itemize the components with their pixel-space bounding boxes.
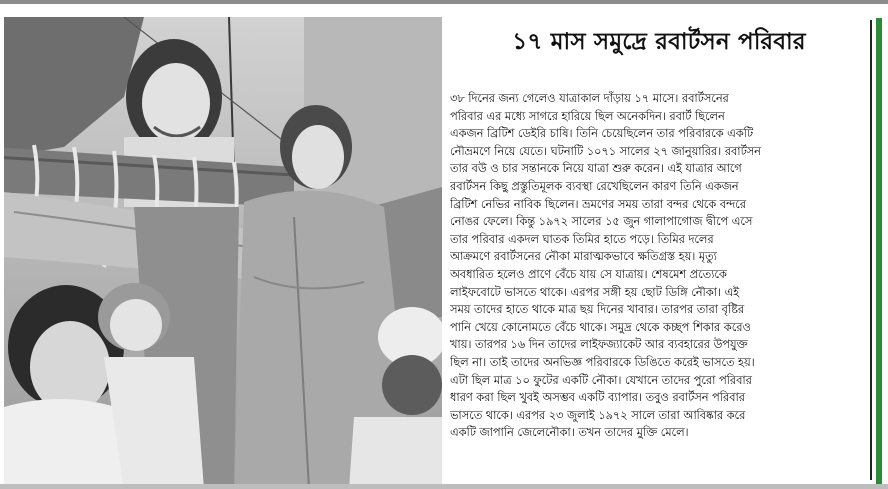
body-line: আক্রমণে রবার্টসনের নৌকা মারাত্মকভাবে ক্ষতিগ্রস্ত হয়। মৃত্যু (450, 250, 717, 264)
body-line: ভাসতে থাকে। এরপর ২৩ জুলাই ১৯৭২ সালে তারা আবিষ্কার করে (450, 408, 746, 422)
body-line: পানি খেয়ে কোনোমতে বেঁচে থাকে। সমুদ্র থেকে কচ্ছপ শিকার করেও (450, 320, 751, 334)
top-rule (0, 0, 888, 4)
body-line: একজন ব্রিটিশ ডেইরি চাষি। তিনি চেয়েছিলেন তার পরিবারকে একটি (450, 127, 754, 141)
body-line: অবধারিত হলেও প্রাণে বেঁচে যায় সে যাত্রায়। শেষমেশ প্রত্যেকে (450, 267, 727, 281)
body-line: তার বউ ও চার সন্তানকে নিয়ে যাত্রা শুরু করেন। এই যাত্রার আগে (450, 162, 742, 176)
body-line: একটি জাপানি জেলেনৌকা। তখন তাদের মুক্তি মেলে। (450, 426, 689, 440)
right-border-line (870, 20, 872, 480)
body-line: পরিবার এর মধ্যে সাগরে হারিয়ে ছিল অনেকদিন। রবার্ট ছিলেন (450, 109, 725, 123)
family-photo (4, 17, 442, 489)
body-line: নোঙর ফেলে। কিন্তু ১৯৭২ সালের ১৫ জুন গালাপাগোজ দ্বীপে এসে (450, 215, 753, 229)
headline: ১৭ মাস সমুদ্রে রবার্টসন পরিবার (512, 29, 806, 55)
body-line: সময় তাদের হাতে থাকে মাত্র ছয় দিনের খাবার। তারপর তারা বৃষ্টির (450, 303, 745, 317)
right-accent-bar (876, 18, 882, 484)
body-line: ৩৮ দিনের জন্য গেলেও যাত্রাকাল দাঁড়ায় ১৭ মাসে। রবার্টসনের (450, 92, 729, 105)
body-line: ধারণ করা ছিল খুবই অসম্ভব একটি ব্যাপার। তবুও রবার্টসন পরিবার (450, 391, 745, 405)
body-line: রবার্টসন কিছু প্রস্তুতিমূলক ব্যবস্থা রেখেছিলেন কারণ তিনি একজন (450, 179, 739, 193)
body-line: এটা ছিল মাত্র ১০ ফুটের একটি নৌকা। যেখানে তাদের পুরো পরিবার (450, 373, 752, 387)
body-line: ব্রিটিশ নেভির নাবিক ছিলেন। ভ্রমণের সময় তারা বন্দর থেকে বন্দরে (450, 197, 746, 211)
body-line: ছিল না। তাই তাদের অনভিজ্ঞ পরিবারকে ডিঙিতে করেই ভাসতে হয়। (450, 355, 755, 369)
body-line: তার পরিবার একদল ঘাতক তিমির হাতে পড়ে। তিমির দলের (450, 232, 714, 246)
body-line: লাইফবোটে ভাসতে থাকে। এরপর সঙ্গী হয় ছোট ডিঙ্গি নৌকা। এই (450, 285, 740, 299)
bottom-rule (0, 484, 888, 489)
family-photo-illustration (4, 17, 442, 489)
article (450, 22, 868, 482)
article-body (450, 90, 868, 442)
body-line: খায়। তারপর ১৬ দিন তাদের লাইফজ্যাকেট আর ব্যবহারের উপযুক্ত (450, 338, 748, 352)
body-line: নৌভ্রমণে নিয়ে যেতে। ঘটনাটি ১০৭১ সালের ২৭ জানুয়ারির। রবার্টসন (450, 144, 761, 158)
